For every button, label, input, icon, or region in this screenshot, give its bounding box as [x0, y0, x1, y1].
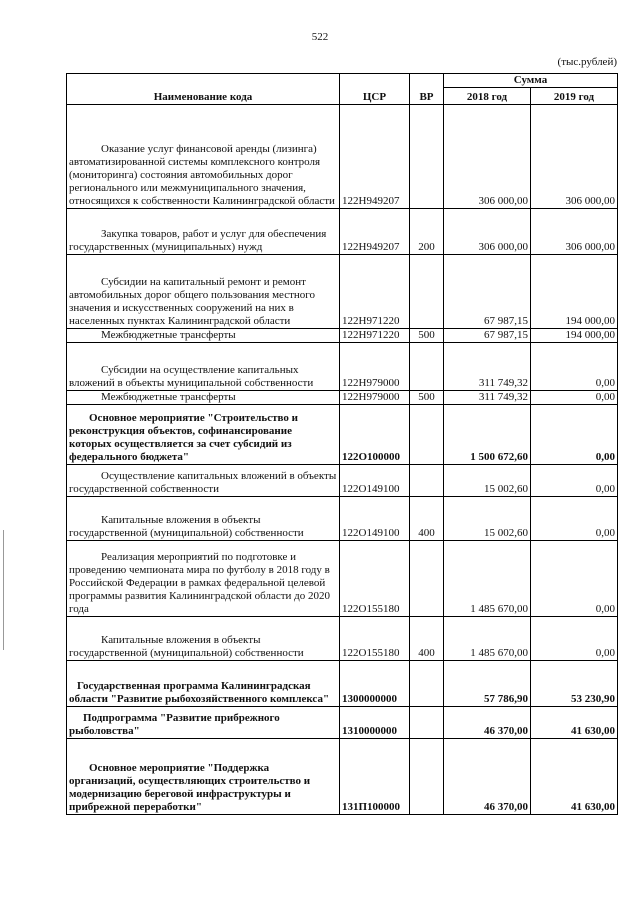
- row-2018: 57 786,90: [444, 661, 531, 707]
- budget-table: [66, 73, 618, 815]
- row-2019: 41 630,00: [531, 707, 618, 739]
- row-2018: 1 485 670,00: [444, 617, 531, 661]
- row-2018: 46 370,00: [444, 739, 531, 815]
- header-sum: Сумма: [444, 74, 618, 88]
- table-row: [67, 707, 618, 739]
- table-row: [67, 391, 618, 405]
- row-2018: 15 002,60: [444, 465, 531, 497]
- table-row: [67, 405, 618, 465]
- table-row: [67, 541, 618, 617]
- row-name: Капитальные вложения в объекты государственной (муниципальной) собственности: [67, 497, 340, 541]
- row-2018: 306 000,00: [444, 105, 531, 209]
- row-vr: [410, 105, 444, 209]
- table-row: [67, 209, 618, 255]
- table-row: [67, 329, 618, 343]
- row-csr: 122Н949207: [340, 209, 410, 255]
- table-row: [67, 105, 618, 209]
- row-2019: 306 000,00: [531, 105, 618, 209]
- table-row: [67, 255, 618, 329]
- units-label: (тыс.рублей): [557, 56, 617, 68]
- row-2019: 0,00: [531, 465, 618, 497]
- row-vr: [410, 343, 444, 391]
- row-2019: 0,00: [531, 405, 618, 465]
- table-row: [67, 739, 618, 815]
- row-name: Основное мероприятие "Строительство и реконструкция объектов, софинансирование которых осуществляется за счет субсидий из федерального бюджета": [67, 405, 340, 465]
- row-name: Основное мероприятие "Поддержка организаций, осуществляющих строительство и модернизацию береговой инфраструктуры и прибрежной переработки": [67, 739, 340, 815]
- row-csr: 122О149100: [340, 465, 410, 497]
- row-name: Закупка товаров, работ и услуг для обеспечения государственных (муниципальных) нужд: [67, 209, 340, 255]
- row-vr: 500: [410, 329, 444, 343]
- row-name: Государственная программа Калининградская области "Развитие рыбохозяйственного комплекса": [67, 661, 340, 707]
- row-csr: 131П100000: [340, 739, 410, 815]
- table-row: [67, 465, 618, 497]
- table-row: [67, 617, 618, 661]
- table-row: [67, 497, 618, 541]
- row-name: Межбюджетные трансферты: [67, 329, 340, 343]
- row-csr: 122Н971220: [340, 329, 410, 343]
- row-name: Межбюджетные трансферты: [67, 391, 340, 405]
- row-2018: 311 749,32: [444, 343, 531, 391]
- row-2019: 0,00: [531, 391, 618, 405]
- table-row: [67, 661, 618, 707]
- header-vr: ВР: [410, 74, 444, 105]
- row-2019: 194 000,00: [531, 329, 618, 343]
- row-2019: 53 230,90: [531, 661, 618, 707]
- row-csr: 122Н979000: [340, 343, 410, 391]
- margin-mark: [3, 530, 4, 650]
- row-csr: 122О155180: [340, 617, 410, 661]
- row-name: Капитальные вложения в объекты государственной (муниципальной) собственности: [67, 617, 340, 661]
- row-name: Субсидии на осуществление капитальных вложений в объекты муниципальной собственности: [67, 343, 340, 391]
- row-csr: 122Н949207: [340, 105, 410, 209]
- row-2018: 15 002,60: [444, 497, 531, 541]
- row-2019: 306 000,00: [531, 209, 618, 255]
- row-2019: 0,00: [531, 541, 618, 617]
- row-csr: 1310000000: [340, 707, 410, 739]
- row-vr: [410, 405, 444, 465]
- row-name: Оказание услуг финансовой аренды (лизинга) автоматизированной системы комплексного контроля (мониторинга) состояния автомобильных дорог регионального или межмуниципального значения, относящихся к собственности Калининградской области: [67, 105, 340, 209]
- row-csr: 122Н971220: [340, 255, 410, 329]
- row-2018: 67 987,15: [444, 329, 531, 343]
- row-2019: 0,00: [531, 617, 618, 661]
- row-2019: 41 630,00: [531, 739, 618, 815]
- row-vr: [410, 739, 444, 815]
- row-vr: [410, 541, 444, 617]
- row-vr: [410, 465, 444, 497]
- row-vr: [410, 661, 444, 707]
- row-2018: 46 370,00: [444, 707, 531, 739]
- row-csr: 122Н979000: [340, 391, 410, 405]
- row-vr: 200: [410, 209, 444, 255]
- row-2018: 311 749,32: [444, 391, 531, 405]
- row-2018: 67 987,15: [444, 255, 531, 329]
- row-name: Осуществление капитальных вложений в объекты государственной собственности: [67, 465, 340, 497]
- row-2019: 0,00: [531, 497, 618, 541]
- row-csr: 122О155180: [340, 541, 410, 617]
- row-csr: 122О100000: [340, 405, 410, 465]
- header-csr: ЦСР: [340, 74, 410, 105]
- row-name: Субсидии на капитальный ремонт и ремонт автомобильных дорог общего пользования местного значения и искусственных сооружений на них в населенных пунктах Калининградской области: [67, 255, 340, 329]
- header-name: Наименование кода: [67, 74, 340, 105]
- table-row: [67, 343, 618, 391]
- row-2019: 0,00: [531, 343, 618, 391]
- row-name: Реализация мероприятий по подготовке и проведению чемпионата мира по футболу в 2018 году в Российской Федерации в рамках федеральной целевой программы развития Калининградской области до 2020 года: [67, 541, 340, 617]
- row-2018: 306 000,00: [444, 209, 531, 255]
- page-number: 522: [311, 31, 329, 43]
- row-2018: 1 500 672,60: [444, 405, 531, 465]
- header-2019: 2019 год: [531, 88, 618, 105]
- row-csr: 122О149100: [340, 497, 410, 541]
- row-vr: 500: [410, 391, 444, 405]
- header-2018: 2018 год: [444, 88, 531, 105]
- row-vr: 400: [410, 497, 444, 541]
- row-vr: [410, 255, 444, 329]
- row-name: Подпрограмма "Развитие прибрежного рыболовства": [67, 707, 340, 739]
- row-2018: 1 485 670,00: [444, 541, 531, 617]
- row-vr: [410, 707, 444, 739]
- row-csr: 1300000000: [340, 661, 410, 707]
- row-2019: 194 000,00: [531, 255, 618, 329]
- row-vr: 400: [410, 617, 444, 661]
